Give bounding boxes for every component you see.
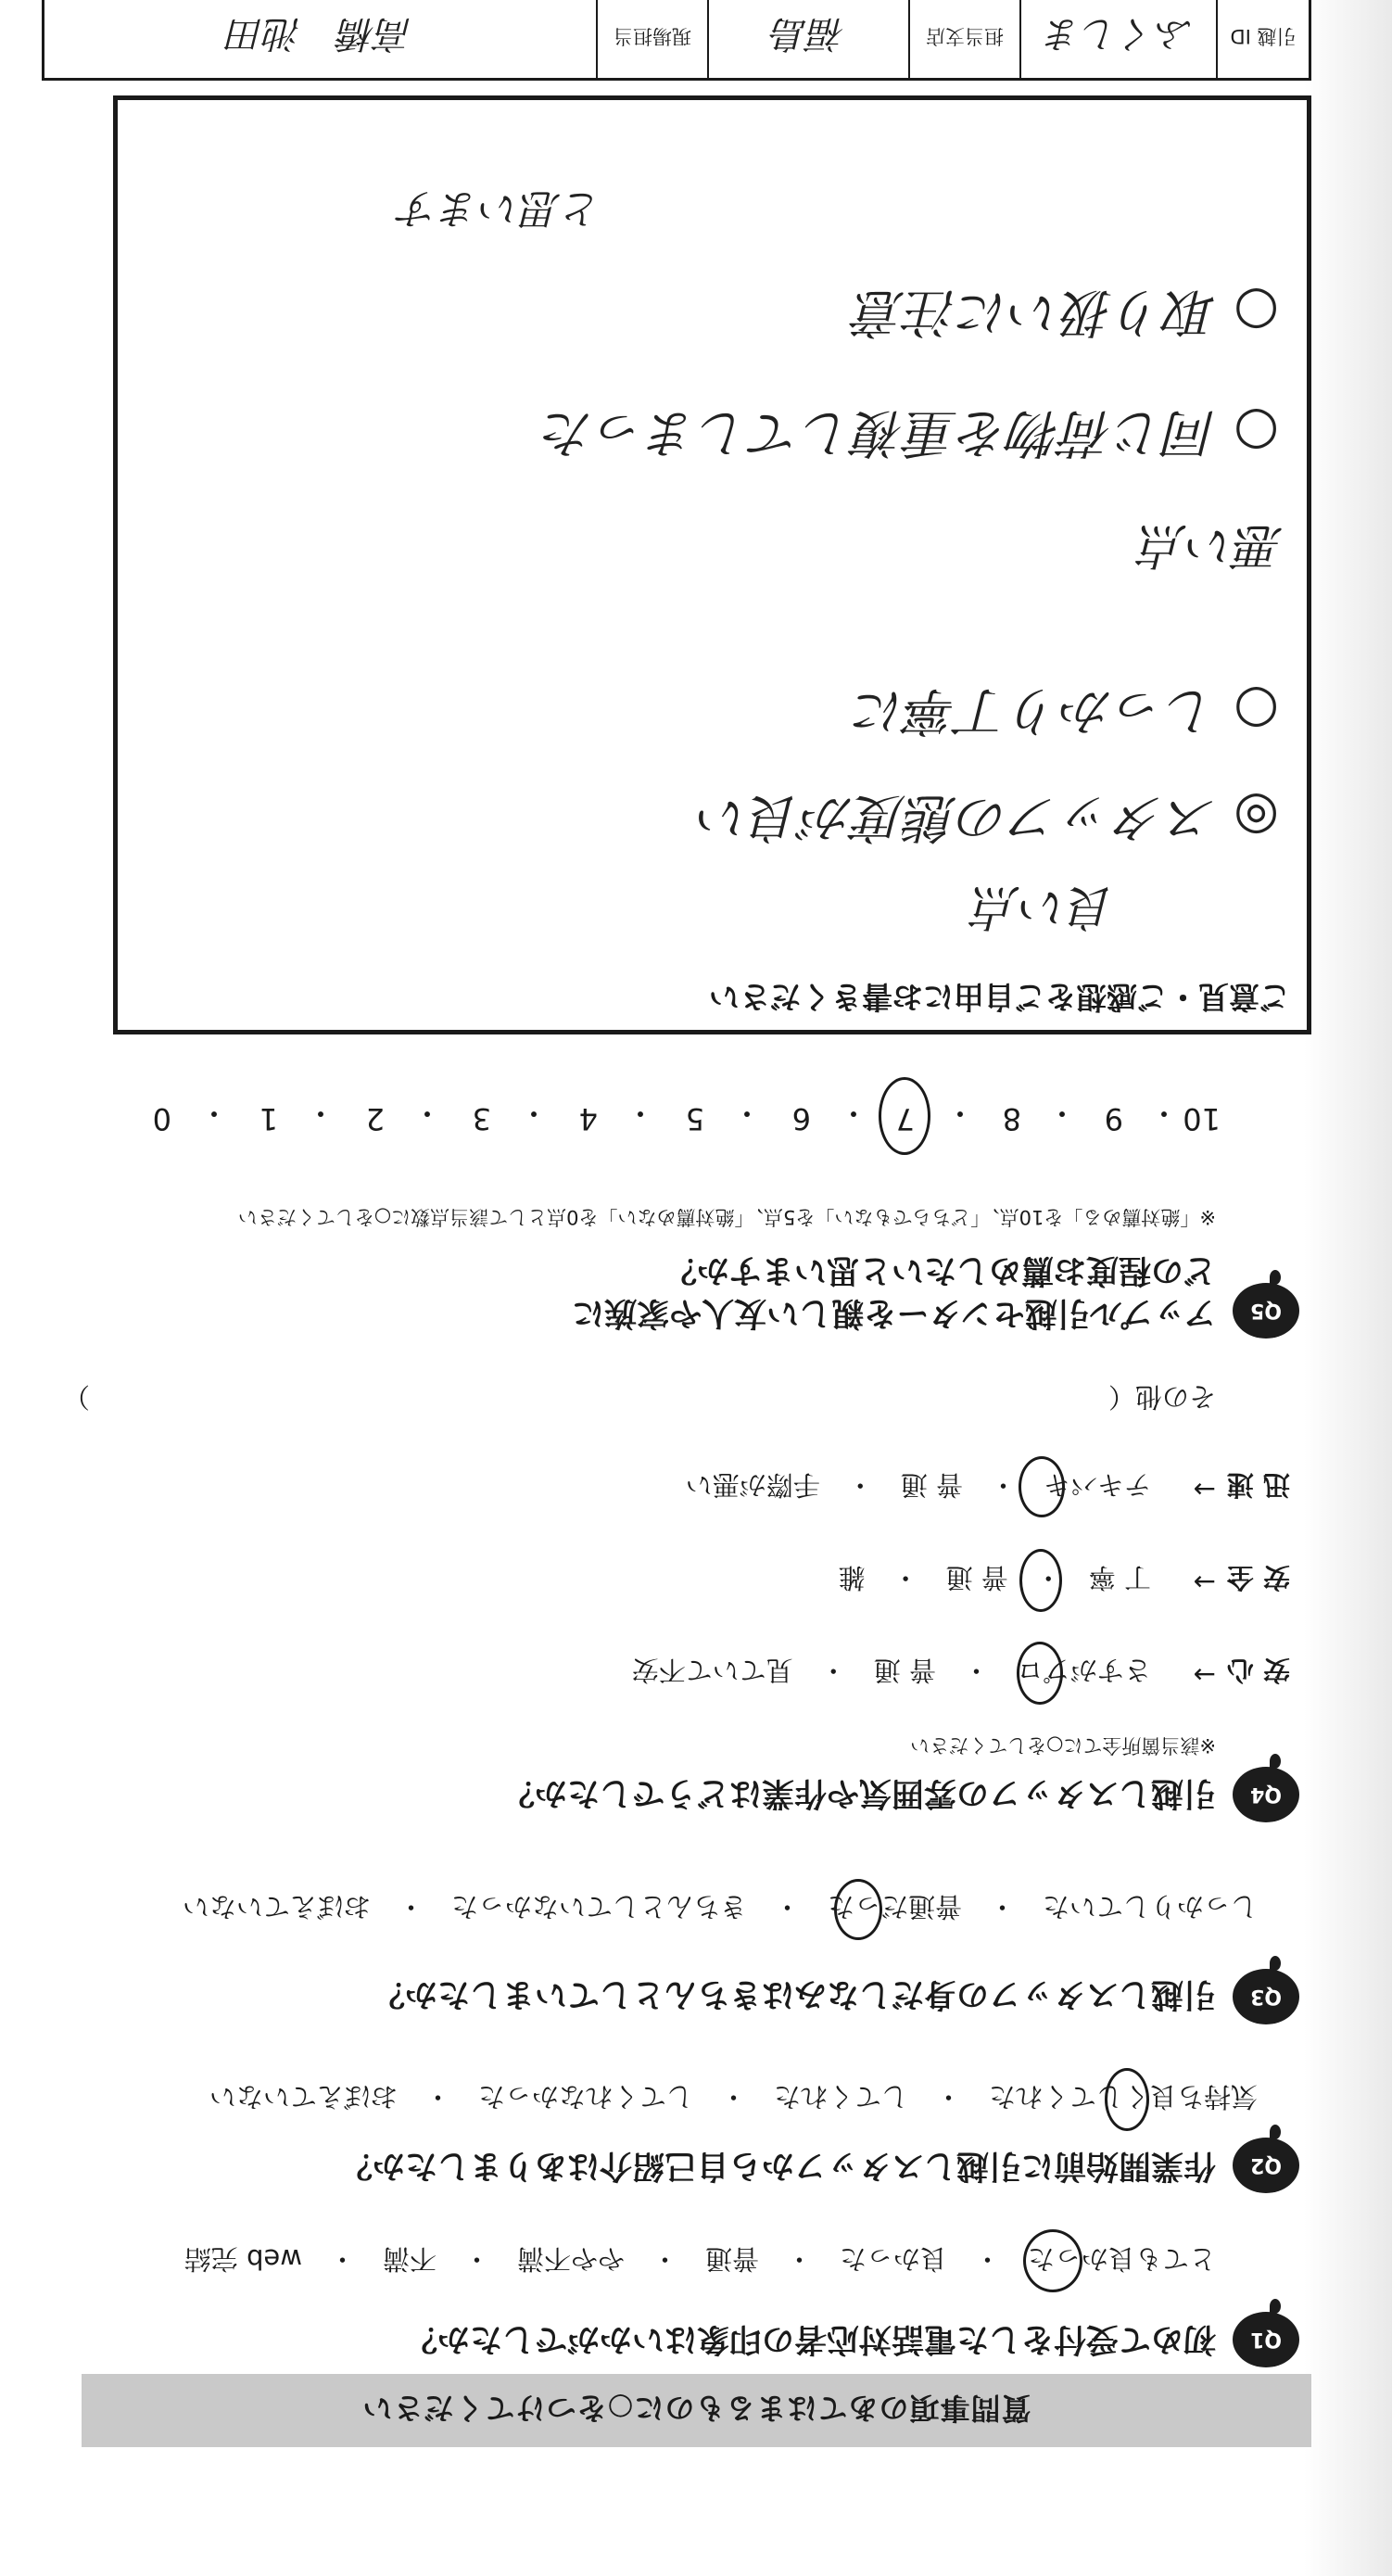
staff-label-cell: [596, 0, 707, 78]
q5-score-0: 0: [152, 1101, 171, 1136]
q3-question: 引越しスタッフの身だしなみはきちんとしていましたか？: [372, 1975, 1216, 2012]
id-label: 引越 ID: [1230, 25, 1297, 47]
q1-question: 初めて受付をした電話対応者の印象はいかがでしたか？: [404, 2320, 1216, 2357]
staff-id-table: [42, 0, 1311, 81]
q5-sep: ・: [731, 1096, 762, 1131]
comments-box[interactable]: [113, 95, 1311, 1034]
q4-badge-label: Q4: [1250, 1783, 1283, 1807]
staff-value: 高橋 池田: [227, 12, 413, 56]
comment-line-3: ○ しっかり丁寧に: [854, 680, 1279, 741]
instruction-banner-text: 質問事項のあてはまるものに○をつけてください: [361, 2391, 1031, 2427]
comment-line-2: ◎ スタッフの態度が良い: [698, 787, 1279, 847]
q4-safety-selected-circle: [1017, 1642, 1063, 1705]
q2-question: 作業開始前に引越しスタッフから自己紹介はありましたか？: [339, 2147, 1216, 2184]
q5-sep: ・: [944, 1096, 975, 1131]
q5-question-line1: アップル引越センターを親しい友人や家族に: [572, 1294, 1216, 1331]
q5-score-10: 10: [1183, 1101, 1221, 1136]
q1-selected-circle: [1023, 2229, 1082, 2292]
q5-selected-circle: [879, 1077, 930, 1155]
q4-security-selected-circle: [1019, 1549, 1062, 1612]
branch-label-cell: [908, 0, 1019, 78]
q5-score-1: 1: [259, 1101, 278, 1136]
id-label-cell: [1216, 0, 1309, 78]
q4-row-safety-label: 安 心: [1226, 1655, 1290, 1686]
q5-score-5: 5: [685, 1101, 704, 1136]
q5-badge-label: Q5: [1250, 1299, 1283, 1323]
q3-badge-label: Q3: [1250, 1985, 1283, 2009]
branch-value: 福島: [771, 12, 846, 56]
comment-line-1: 良い点: [971, 879, 1117, 934]
branch-label: 担当支店: [926, 25, 1004, 47]
q5-sep: ・: [838, 1096, 868, 1131]
q4-speed-selected-circle: [1019, 1456, 1065, 1517]
q3-badge: [1233, 1969, 1299, 2024]
id-value: ふくしま: [1044, 12, 1193, 56]
q4-row-security-label: 安 全: [1226, 1562, 1290, 1593]
comment-line-4: 悪い点: [1138, 517, 1284, 573]
q5-score-9: 9: [1104, 1101, 1123, 1136]
q4-note: ※該当箇所全てに○をしてください: [910, 1734, 1216, 1757]
q4-row-speed-options: テキパキ ・ 普 通 ・ 手際が悪い: [685, 1469, 1151, 1501]
q4-question: 引越しスタッフの雰囲気や作業はどうでしたか？: [501, 1774, 1216, 1811]
q2-selected-circle: [1105, 2068, 1149, 2131]
branch-value-cell: [707, 0, 908, 78]
staff-value-cell: [44, 0, 596, 78]
q2-options: 気持ち良くしてくれた ・ してくれた ・ してくれなかった ・ おぼえていない: [209, 2081, 1258, 2113]
q1-badge-label: Q1: [1250, 2328, 1283, 2352]
q2-badge-label: Q2: [1250, 2153, 1283, 2177]
q4-badge: [1233, 1767, 1299, 1822]
q4-row-security-arrow: →: [1193, 1567, 1216, 1598]
comment-line-6: ○ 取り扱いに注意: [854, 282, 1279, 342]
q5-question-line2: どの程度お薦めしたいと思いますか？: [664, 1251, 1216, 1288]
q5-score-4: 4: [578, 1101, 598, 1136]
q4-row-speed-arrow: →: [1193, 1474, 1216, 1505]
q5-score-8: 8: [1002, 1101, 1021, 1136]
q4-row-speed-label: 迅 速: [1226, 1469, 1290, 1501]
q4-row-safety-options: さすがプロ ・ 普 通 ・ 見ていて不安: [631, 1655, 1151, 1686]
q4-row-security-options: 丁 寧 ・ 普 通 ・ 雑: [838, 1562, 1151, 1593]
id-value-cell: [1019, 0, 1216, 78]
q4-other-close: ）: [62, 1381, 90, 1413]
q5-score-6: 6: [791, 1101, 811, 1136]
q5-badge: [1233, 1283, 1299, 1339]
q5-note: ※「絶対薦める」を10点、「どちらでもない」を5点、「絶対薦めない」を0点として該当点数に○をしてください: [237, 1206, 1216, 1228]
staff-label: 現場担当: [614, 25, 691, 47]
q5-score-3: 3: [472, 1101, 491, 1136]
q4-row-safety-arrow: →: [1193, 1659, 1216, 1691]
q2-badge: [1233, 2138, 1299, 2193]
q5-sep: ・: [198, 1096, 229, 1131]
q3-selected-circle: [834, 1879, 882, 1940]
q5-sep: ・: [411, 1096, 442, 1131]
comments-title: ご意見・ご感想をご自由にお書きください: [709, 979, 1290, 1015]
q1-options: とても良かった ・ 良かった ・ 普通 ・ やや不満 ・ 不満 ・ web 完結: [183, 2243, 1216, 2275]
q5-sep: ・: [1046, 1096, 1077, 1131]
q1-badge: [1233, 2312, 1299, 2367]
q5-sep: ・: [518, 1096, 549, 1131]
instruction-banner: [82, 2374, 1311, 2447]
comment-line-5: ○ 同じ荷物を重複してしまった: [542, 402, 1279, 463]
comment-line-7: と思います: [399, 184, 602, 232]
q5-sep: ・: [625, 1096, 655, 1131]
scan-edge-shadow: [1304, 0, 1392, 2576]
q4-other-label: その他（: [1107, 1381, 1216, 1413]
q5-score-2: 2: [365, 1101, 385, 1136]
q5-score-7: 7: [895, 1101, 915, 1136]
q5-sep: ・: [305, 1096, 335, 1131]
q5-sep: ・: [1148, 1096, 1179, 1131]
q3-options: しっかりしていた ・ 普通だった ・ きちんとしていなかった ・ おぼえていない: [182, 1891, 1258, 1922]
